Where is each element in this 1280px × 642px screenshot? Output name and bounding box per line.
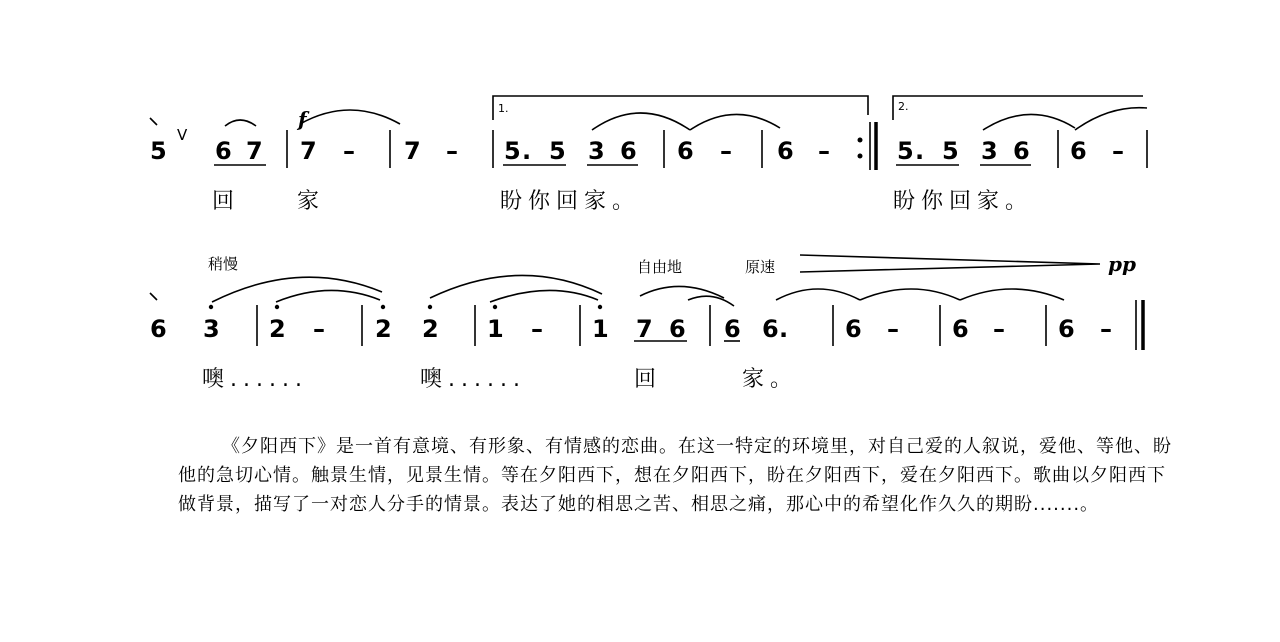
note: 1 xyxy=(592,315,609,343)
note: 3 xyxy=(588,137,605,165)
dot: . xyxy=(779,315,789,343)
lyric: 盼你回家。 xyxy=(893,189,1034,214)
octave-dot xyxy=(428,305,432,309)
dynamic-forte: f xyxy=(298,107,307,131)
tie xyxy=(300,110,400,124)
dash: – xyxy=(1112,137,1124,165)
note: 5 xyxy=(942,137,959,165)
tie xyxy=(690,114,780,130)
note: 6 xyxy=(724,315,741,343)
slur xyxy=(860,289,960,300)
note: 6 xyxy=(952,315,969,343)
note: 7 xyxy=(246,137,263,165)
note: 6 xyxy=(677,137,694,165)
note: 6 xyxy=(669,315,686,343)
note: 2 xyxy=(375,315,392,343)
tempo-marking-free: 自由地 xyxy=(637,258,683,276)
volta-label-1: 1. xyxy=(498,102,509,115)
note: 6 xyxy=(1013,137,1030,165)
dynamic-pianissimo: pp xyxy=(1108,252,1136,276)
note: 2 xyxy=(422,315,439,343)
note: 1 xyxy=(487,315,504,343)
tie xyxy=(1075,108,1147,130)
song-description: 《夕阳西下》是一首有意境、有形象、有情感的恋曲。在这一特定的环境里，对自己爱的人叙说，爱他、等他、盼他的急切心情。触景生情，见景生情。等在夕阳西下，想在夕阳西下，盼在夕阳西下，爱在夕阳西下。歌曲以夕阳西下做背景，描写了一对恋人分手的情景。表达了她的相思之苦、相思之痛，那心中的希望化作久久的期盼.......。 xyxy=(178,436,1172,515)
note: 6 xyxy=(845,315,862,343)
note: 7 xyxy=(404,137,421,165)
lyric: 盼你回家。 xyxy=(500,189,641,214)
octave-dot xyxy=(209,305,213,309)
note: 5 xyxy=(150,137,167,165)
note: 2 xyxy=(269,315,286,343)
note: 5 xyxy=(897,137,914,165)
note: 6 xyxy=(1070,137,1087,165)
breath-mark: V xyxy=(177,126,188,144)
note: 6 xyxy=(215,137,232,165)
note: 7 xyxy=(300,137,317,165)
tie xyxy=(225,120,256,126)
volta-bracket-1 xyxy=(493,96,868,120)
note: 5 xyxy=(549,137,566,165)
tempo-marking-original: 原速 xyxy=(745,258,776,276)
note: 3 xyxy=(203,315,220,343)
dash: – xyxy=(446,137,458,165)
lyric: 回 xyxy=(634,367,663,392)
dash: – xyxy=(313,315,325,343)
octave-dot xyxy=(493,305,497,309)
slur xyxy=(212,277,382,302)
note: 6 xyxy=(620,137,637,165)
tie xyxy=(983,114,1075,130)
dash: – xyxy=(720,137,732,165)
dot: . xyxy=(522,137,532,165)
note: 5 xyxy=(504,137,521,165)
dash: – xyxy=(531,315,543,343)
lyric: 家。 xyxy=(742,367,799,392)
slur xyxy=(490,290,598,302)
volta-label-2: 2. xyxy=(898,100,909,113)
dash: – xyxy=(1100,315,1112,343)
note: 6 xyxy=(1058,315,1075,343)
tie xyxy=(592,113,690,130)
octave-dot xyxy=(381,305,385,309)
tempo-marking-slower: 稍慢 xyxy=(208,255,239,273)
dot: . xyxy=(915,137,925,165)
lyric: 噢...... xyxy=(420,367,526,392)
slur xyxy=(276,290,380,302)
diminuendo-hairpin xyxy=(800,255,1100,272)
phrase-mark xyxy=(150,293,157,300)
dash: – xyxy=(887,315,899,343)
octave-dot xyxy=(275,305,279,309)
note: 6 xyxy=(762,315,779,343)
note: 6 xyxy=(150,315,167,343)
note: 7 xyxy=(636,315,653,343)
note: 6 xyxy=(777,137,794,165)
dash: – xyxy=(818,137,830,165)
slur xyxy=(776,289,860,300)
slur xyxy=(688,296,734,306)
lyric: 回 xyxy=(212,189,241,214)
lyric: 噢...... xyxy=(202,367,308,392)
repeat-dot xyxy=(858,138,863,143)
octave-dot xyxy=(598,305,602,309)
phrase-mark xyxy=(150,118,157,125)
dash: – xyxy=(343,137,355,165)
note: 3 xyxy=(981,137,998,165)
repeat-dot xyxy=(858,154,863,159)
lyric: 家 xyxy=(297,189,326,214)
dash: – xyxy=(993,315,1005,343)
slur xyxy=(960,289,1064,300)
